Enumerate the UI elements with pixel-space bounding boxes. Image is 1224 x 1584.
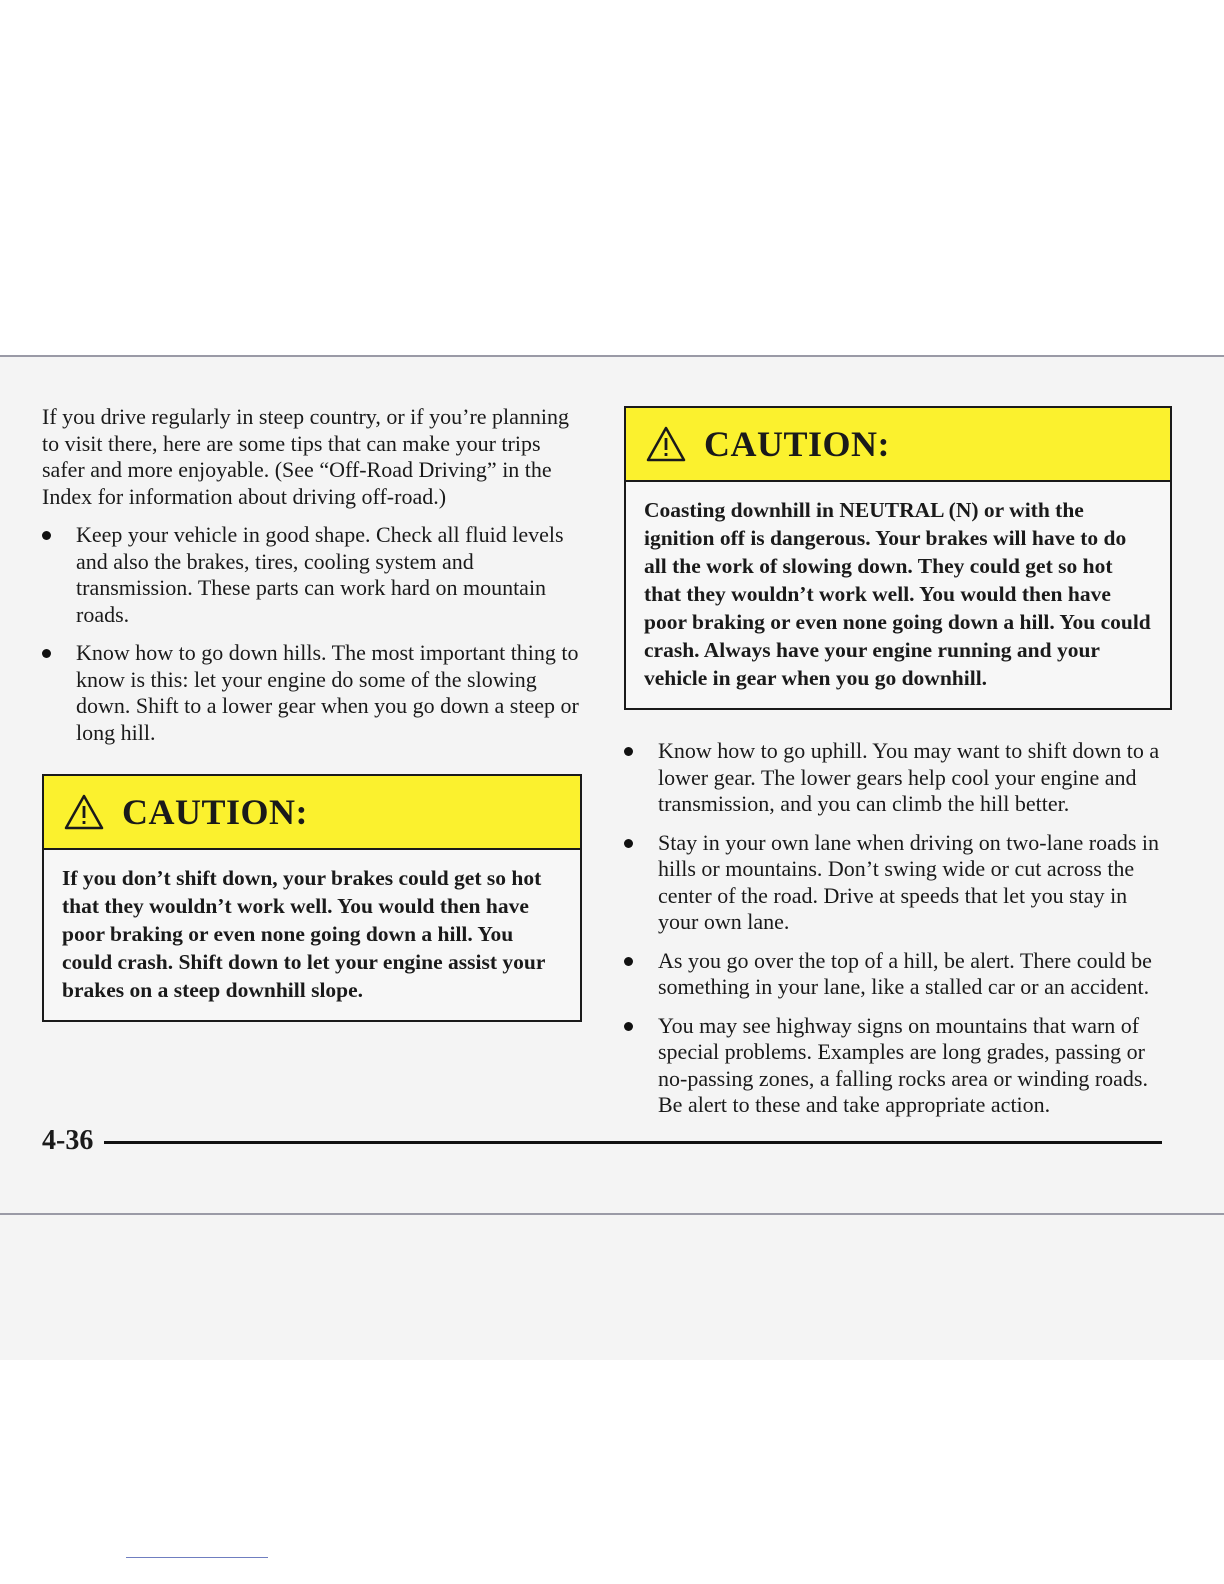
list-item-text: Keep your vehicle in good shape. Check all fluid levels and also the brakes, tires, cooling system and transmission. These parts can work hard on mountain roads. — [76, 522, 564, 627]
list-item — [624, 830, 1172, 936]
list-item — [624, 948, 1172, 1001]
caution-box-coasting — [624, 406, 1172, 710]
caution-title: CAUTION: — [704, 423, 891, 464]
list-item-text: As you go over the top of a hill, be alert. There could be something in your lane, like a stalled car or an accident. — [658, 947, 1152, 999]
decorative-line — [126, 1557, 268, 1558]
list-item — [42, 522, 582, 628]
top-edge-rule — [0, 355, 1224, 357]
list-item — [42, 640, 582, 746]
list-item — [624, 1013, 1172, 1119]
list-item-text: Stay in your own lane when driving on two-lane roads in hills or mountains. Don’t swing wide or cut across the center of the road. Drive at speeds that let you stay in your own lane. — [658, 829, 1160, 934]
caution-header — [626, 408, 1170, 482]
bullet-dot-icon — [624, 1022, 633, 1031]
caution-box-shift-down — [42, 774, 582, 1022]
list-item-text: Know how to go uphill. You may want to shift down to a lower gear. The lower gears help cool your engine and transmission, and you can climb the hill better. — [658, 738, 1160, 816]
caution-header — [44, 776, 580, 850]
bullet-dot-icon — [42, 531, 51, 540]
caution-body-text: If you don’t shift down, your brakes could get so hot that they wouldn’t work well. You would then have poor braking or even none going down a hill. You could crash. Shift down to let your engine assist your brakes on a steep downhill slope. — [62, 866, 546, 1002]
bullet-dot-icon — [624, 747, 633, 756]
bullet-dot-icon — [624, 957, 633, 966]
intro-paragraph: If you drive regularly in steep country, or if you’re planning to visit there, here are some tips that can make your trips safer and more enjoyable. (See “Off-Road Driving” in the Index for information about driving off-road.) — [42, 404, 570, 509]
warning-triangle-icon — [64, 794, 104, 830]
list-item — [624, 738, 1172, 818]
page-number: 4-36 — [42, 1125, 94, 1156]
bullet-dot-icon — [624, 839, 633, 848]
footer-rule — [104, 1141, 1162, 1144]
list-item-text: You may see highway signs on mountains that warn of special problems. Examples are long grades, passing or no-passing zones, a falling rocks area or winding roads. Be alert to these and take appropriate action. — [658, 1012, 1148, 1117]
right-column — [624, 406, 1172, 1131]
right-bullet-list — [624, 738, 1172, 1119]
bullet-dot-icon — [42, 649, 51, 658]
list-item-text: Know how to go down hills. The most important thing to know is this: let your engine do some of the slowing down. Shift to a lower gear when you go down a steep or long hill. — [76, 640, 579, 745]
warning-triangle-icon — [646, 426, 686, 462]
left-column — [42, 404, 582, 1022]
left-bullet-list — [42, 522, 582, 746]
caution-title: CAUTION: — [122, 791, 309, 832]
caution-body-text: Coasting downhill in NEUTRAL (N) or with the ignition off is dangerous. Your brakes will have to do all the work of slowing down. They could get so hot that they wouldn’t work well. You would then have poor braking or even none going down a hill. You could crash. Always have your engine running and your vehicle in gear when you go downhill. — [644, 498, 1151, 690]
bottom-edge-rule — [0, 1213, 1224, 1215]
